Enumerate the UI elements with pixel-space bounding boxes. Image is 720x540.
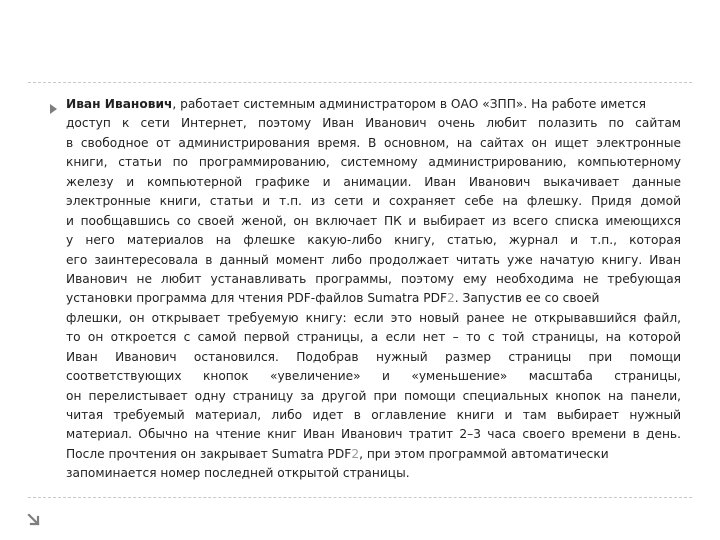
triangle-bullet-icon	[50, 104, 57, 114]
paragraph-line: и пообщавшись со своей женой, он включает ПК и выбирает из всего списка имеющихся	[66, 213, 681, 228]
footnote-mark: 2	[447, 291, 455, 306]
sumatra-text-before: установки программа для чтения PDF-файлов Sumatra PDF	[66, 291, 447, 306]
paragraph-line: доступ к сети Интернет, поэтому Иван Иванович очень любит полазить по сайтам	[66, 116, 681, 131]
bottom-divider	[28, 497, 692, 498]
sumatra-text-after: , при этом программой автоматически	[359, 446, 609, 461]
paragraph-line: его заинтересовала в данный момент либо продолжает читать уже начатую книгу. Иван	[66, 252, 681, 267]
person-name: Иван Иванович	[66, 97, 173, 111]
first-line-text: , работает системным администратором в ОАО «ЗПП». На работе имется	[172, 97, 646, 111]
paragraph-line: книги, статьи по программированию, системному администрированию, компьютерному	[66, 155, 681, 170]
top-divider	[28, 82, 692, 83]
paragraph-line: железу и компьютерной графике и анимации. Иван Иванович выкачивает данные	[66, 174, 681, 189]
paragraph-line: у него материалов на флешке какую-либо книгу, статью, журнал и т.п., которая	[66, 233, 681, 248]
paragraph-line-sumatra-1	[66, 289, 681, 308]
sumatra-text-after: . Запустив ее со своей	[454, 291, 600, 306]
paragraph-line-sumatra-2	[66, 445, 681, 464]
paragraph-line: читая требуемый материал, либо идет в оглавление книги и там выбирает нужный	[66, 408, 681, 422]
paragraph-last-line: запоминается номер последней открытой страницы.	[66, 466, 410, 481]
paragraph-line-1	[66, 95, 681, 114]
paragraph-line: соответствующих кнопок «увеличение» и «уменьшение» масштаба страницы,	[66, 369, 681, 384]
paragraph-line: материал. Обычно на чтение книг Иван Иванович тратит 2–3 часа своего времени в день.	[66, 427, 681, 442]
paragraph	[66, 95, 681, 484]
paragraph-line: он перелистывает одну страницу за другой при помощи специальных кнопок на панели,	[66, 388, 681, 403]
paragraph-line: Иван Иванович остановился. Подобрав нужный размер страницы при помощи	[66, 349, 681, 364]
paragraph-line: в свободное от администрирования время. В основном, на сайтах он ищет электронные	[66, 135, 681, 150]
footnote-mark: 2	[351, 446, 360, 461]
return-arrow-icon	[27, 512, 41, 526]
paragraph-line: Иванович не любит устанавливать программы, поэтому ему необходима не требующая	[66, 271, 681, 286]
paragraph-line: флешки, он открывает требуемую книгу: если это новый ранее не открывавшийся файл,	[66, 310, 681, 325]
sumatra-text-before: После прочтения он закрывает Sumatra PDF	[66, 446, 352, 461]
paragraph-line: то он откроется с самой первой страницы, а если нет – то с той страницы, на которой	[66, 330, 681, 345]
paragraph-line: электронные книги, статьи и т.п. из сети и сохраняет себе на флешку. Придя домой	[66, 194, 681, 209]
